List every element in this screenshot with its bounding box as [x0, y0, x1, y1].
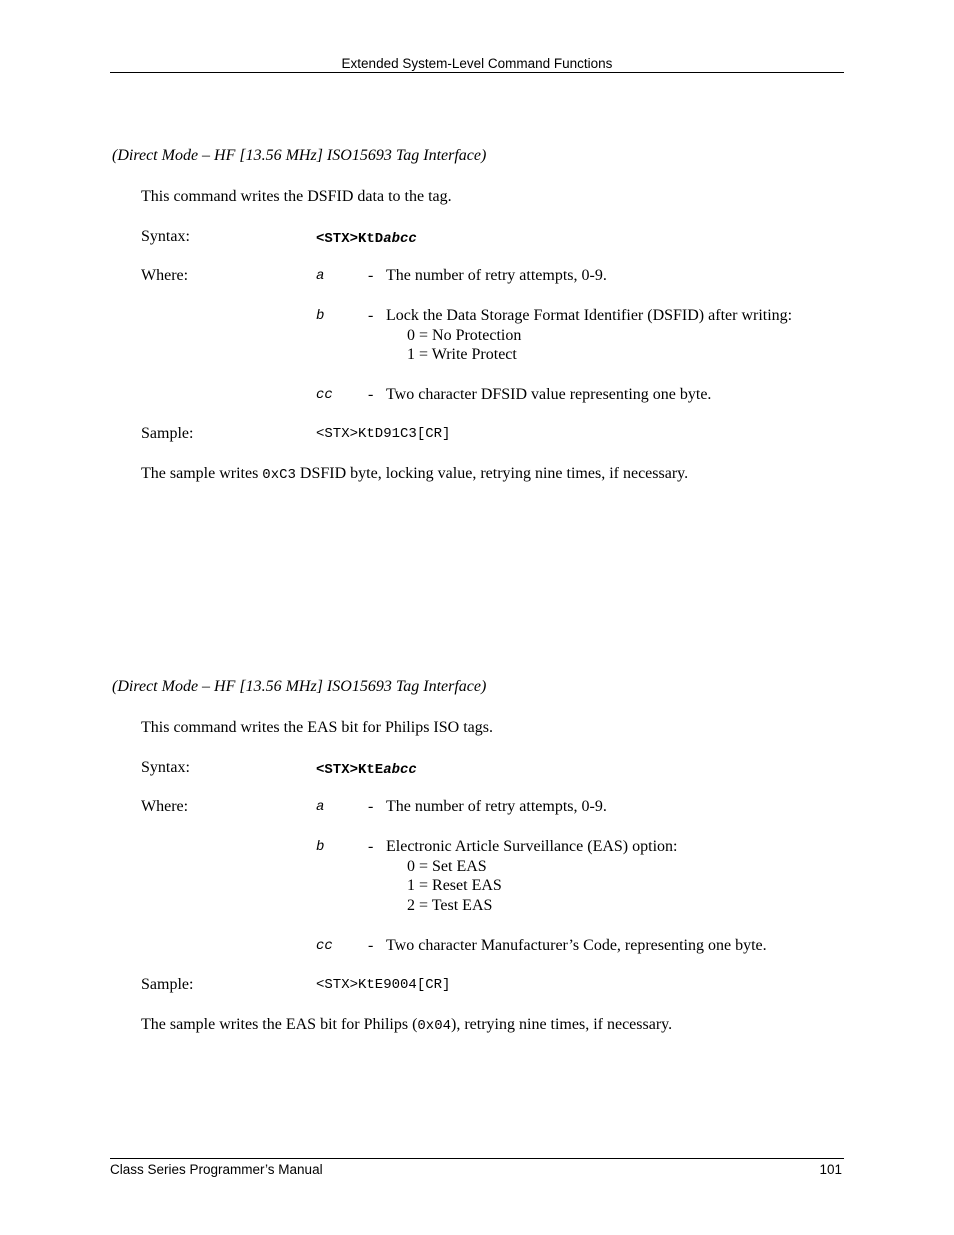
param-description: The number of retry attempts, 0-9.	[386, 798, 607, 815]
sample-note	[141, 465, 688, 483]
note-text: The sample writes the EAS bit for Philips (	[141, 1016, 418, 1033]
param-option: 1 = Reset EAS	[407, 877, 502, 894]
section-subtitle: (Direct Mode – HF [13.56 MHz] ISO15693 Tag Interface)	[112, 678, 487, 695]
param-name: cc	[316, 938, 333, 954]
sample-label: Sample:	[141, 425, 194, 442]
param-name: b	[316, 839, 325, 855]
where-label: Where:	[141, 798, 189, 815]
param-option: 1 = Write Protect	[407, 346, 517, 363]
header-rule	[110, 72, 844, 73]
sample-note	[141, 1016, 672, 1034]
param-description: Two character DFSID value representing one byte.	[386, 386, 712, 403]
note-code: 0xC3	[262, 467, 296, 483]
note-text: ), retrying nine times, if necessary.	[451, 1016, 673, 1033]
where-label: Where:	[141, 267, 189, 284]
param-dash: -	[368, 838, 374, 855]
param-name: a	[316, 268, 325, 284]
syntax-command	[316, 229, 417, 247]
footer-manual-title: Class Series Programmer’s Manual	[110, 1162, 323, 1177]
param-dash: -	[368, 307, 374, 324]
note-text: The sample writes	[141, 465, 263, 482]
footer-page-number: 101	[819, 1162, 842, 1177]
param-option: 2 = Test EAS	[407, 897, 493, 914]
syntax-label: Syntax:	[141, 759, 190, 776]
syntax-prefix: <STX>KtE	[316, 762, 384, 778]
param-dash: -	[368, 386, 374, 403]
section-description: This command writes the DSFID data to the tag.	[141, 188, 452, 205]
syntax-params: abcc	[383, 762, 417, 778]
param-dash: -	[368, 798, 374, 815]
param-option: 0 = Set EAS	[407, 858, 487, 875]
syntax-prefix: <STX>KtD	[316, 231, 384, 247]
param-dash: -	[368, 937, 374, 954]
section-description: This command writes the EAS bit for Philips ISO tags.	[141, 719, 493, 736]
sample-label: Sample:	[141, 976, 194, 993]
param-dash: -	[368, 267, 374, 284]
syntax-command	[316, 760, 417, 778]
section-subtitle: (Direct Mode – HF [13.56 MHz] ISO15693 Tag Interface)	[112, 147, 487, 164]
param-name: b	[316, 308, 325, 324]
param-description: The number of retry attempts, 0-9.	[386, 267, 607, 284]
footer-rule	[110, 1158, 844, 1159]
note-text: DSFID byte, locking value, retrying nine times, if necessary.	[295, 465, 689, 482]
syntax-label: Syntax:	[141, 228, 190, 245]
note-code: 0x04	[417, 1018, 452, 1034]
sample-code: <STX>KtD91C3[CR]	[316, 426, 451, 442]
param-description: Electronic Article Surveillance (EAS) option:	[386, 838, 678, 855]
param-name: cc	[316, 387, 333, 403]
param-description: Two character Manufacturer’s Code, representing one byte.	[386, 937, 767, 954]
param-option: 0 = No Protection	[407, 327, 522, 344]
syntax-params: abcc	[383, 231, 417, 247]
param-name: a	[316, 799, 325, 815]
page-header-title: Extended System-Level Command Functions	[341, 56, 613, 71]
sample-code: <STX>KtE9004[CR]	[316, 977, 451, 993]
param-description: Lock the Data Storage Format Identifier (DSFID) after writing:	[386, 307, 793, 324]
